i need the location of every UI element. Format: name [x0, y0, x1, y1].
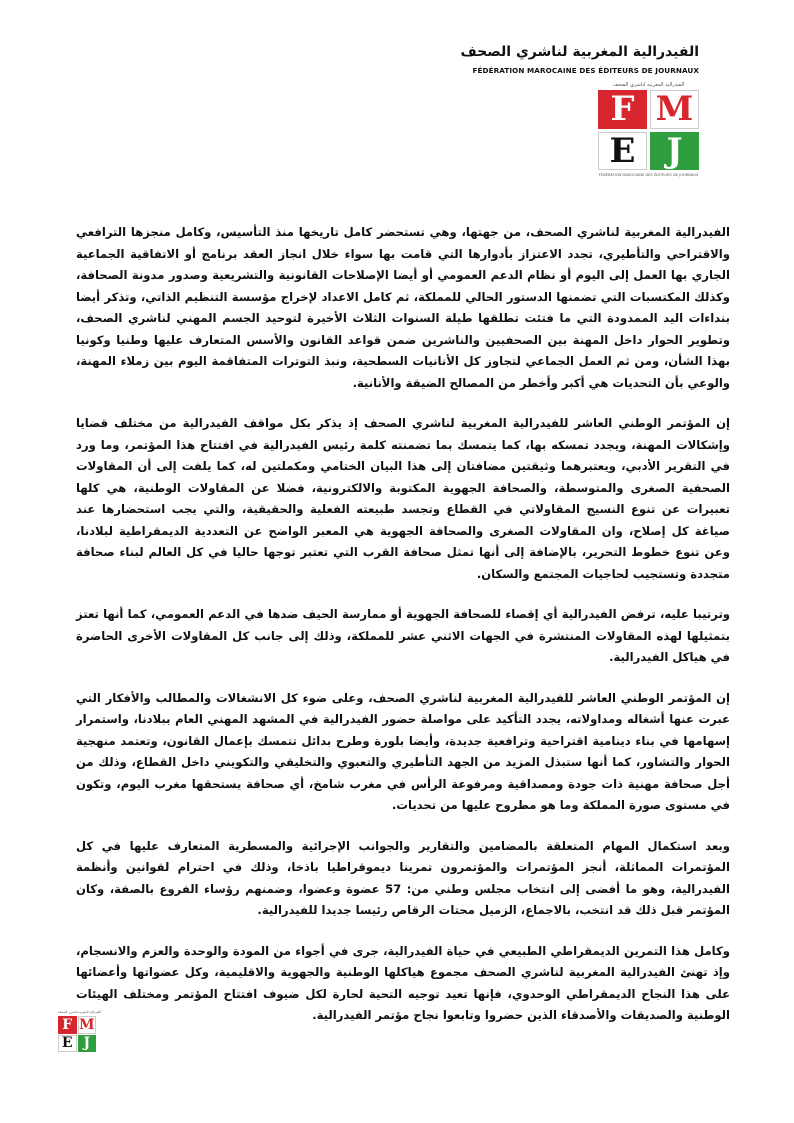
footer-logo-grid — [58, 1016, 96, 1052]
logo-letter-e: E — [598, 132, 647, 171]
statement-body — [76, 222, 730, 1046]
fmej-logo — [598, 81, 699, 177]
logo-caption-arabic: الفيدرالية المغربية لناشري الصحف — [612, 82, 685, 88]
paragraph-3: وترتيبا عليه، ترفض الفيدرالية أي إقصاء للصحافة الجهوية أو ممارسة الحيف ضدها في الدعم العمومي، كما أنها تعتز بتمثيلها لهذه المقاولات المنتشرة في الجهات الاثني عشر للمملكة، وذلك إلى جانب كل المقاولات الأخرى الحاضرة في هياكل الفيدرالية. — [76, 607, 730, 664]
paragraph-4: إن المؤتمر الوطني العاشر للفيدرالية المغربية لناشري الصحف، وعلى ضوء كل الانشغالات والمطالب والأفكار التي عبرت عنها أشغاله ومداولاته، يجدد التأكيد على مواصلة حضور الفيدرالية في المشهد المهني العام ببلادنا، واستمرار إسهامها في بناء دينامية اقتراحية وترافعية جديدة، وأيضا بلورة وطرح بدائل تتمسك بإعمال القانون، وتعتمد منهجية الحوار والتشاور، كما أنها ستبذل المزيد من الجهد التأطيري والتعبوي والتخليقي والتكويني داخل القطاع، وذلك من أجل صحافة مهنية ذات جودة ومصداقية ومرفوعة الرأس في مغرب شامخ، أي صحافة يستحقها مغرب اليوم، وتكون في مستوى صورة المملكة وما هو مطروح عليها من تحديات. — [76, 690, 730, 812]
footer-letter-m: M — [79, 1016, 95, 1033]
footer-letter-e: E — [58, 1035, 77, 1053]
paragraph-1: الفيدرالية المغربية لناشري الصحف، من جهتها، وهي تستحضر كامل تاريخها منذ التأسيس، وكامل منجزها الترافعي والاقتراحي والتأطيري، تجدد الاعتزاز بأدوارها التي قامت بها سواء خلال انجاز العقد برنامج أو الاتفاقية الجماعية الجاري بها العمل إلى اليوم أو نظام الدعم العمومي أو أيضا الإصلاحات القانونية والتشريعية وصدور مدونة الصحافة، وكذلك المكتسبات التي تضمنها الدستور الحالي للمملكة، ثم كامل الاعداد لإخراج مؤسسة التنظيم الذاتي، وتذكر أيضا بنداءات اليد الممدودة التي ما فتئت تطلقها طيلة السنوات الثلاث الأخيرة لتوحيد الجسم المهني لناشري الصحف، وتطوير الحوار داخل المهنة بين الصحفيين والناشرين ضمن قواعد القانون والأسس المتعارف عليها وطنيا وكونيا بهذا الشأن، ومن ثم العمل الجماعي لتجاوز كل الأنانيات السطحية، ونبذ التوترات المتفاقمة اليوم بين زملاء المهنة، والوعي بأن التحديات هي أكبر وأخطر من المصالح الضيقة والأنانية. — [76, 225, 730, 390]
logo-letter-j: J — [650, 132, 699, 171]
logo-letter-grid — [598, 90, 699, 170]
federation-name-arabic: الفيدرالية المغربية لناشري الصحف — [460, 44, 699, 60]
footer-letter-j: J — [78, 1035, 97, 1053]
letterhead — [0, 44, 794, 184]
logo-letter-f: F — [598, 90, 647, 129]
paragraph-2: إن المؤتمر الوطني العاشر للفيدرالية المغربية لناشري الصحف إذ يذكر بكل مواقف الفيدرالية من مختلف قضايا وإشكالات المهنة، ويجدد تمسكه بها، كما يتمسك بما تضمنته كلمة رئيس الفيدرالية في افتتاح هذا المؤتمر، وما ورد في التقرير الأدبي، ويعتبرهما وثيقتين مضافتان إلى هذا البيان الختامي ومكملتين له، كما يلفت إلى أن المقاولات الصحفية الصغرى والمتوسطة، والصحافة الجهوية المكتوبة والالكترونية، فضلا عن المقاولات الوطنية، هي كلها تعبيرات عن تنوع النسيج المقاولاتي في القطاع وتجسد طبيعته الفعلية والحقيقية، والتي يجب استحضارها عند صياغة كل إصلاح، وان المقاولات الصغرى والصحافة الجهوية هي المعبر الواضح عن التعددية الديمقراطية لبلادنا، وعن تنوع خطوط التحرير، بالإضافة إلى أنها تمثل صحافة القرب التي تعتبر توجها حاليا في كل العالم لبناء صحافة متجددة وتستجيب لحاجيات المجتمع والسكان. — [76, 416, 730, 581]
paragraph-5: وبعد استكمال المهام المتعلقة بالمضامين والتقارير والجوانب الإجرائية والمسطرية المتعارف عليها في كل المؤتمرات المماثلة، أنجز المؤتمرات والمؤتمرون تمرينا ديموقراطيا باذخا، وذلك في احترام لقوانين وأنظمة الفيدرالية، وهو ما أفضى إلى انتخاب مجلس وطني من: 57 عضوة وعضوا، وضمنهم رؤساء الفروع بالصفة، وكان المؤتمر قبل ذلك قد انتخب، بالاجماع، الزميل محتات الرقاص رئيسا جديدا للفيدرالية. — [76, 838, 730, 917]
footer-logo — [58, 1009, 101, 1052]
footer-logo-caption: الفيدرالية المغربية لناشري الصحف — [58, 1010, 101, 1014]
federation-name-french: FÉDÉRATION MAROCAINE DES ÉDITEURS DE JOURNAUX — [472, 66, 699, 75]
logo-letter-m: M — [650, 90, 699, 129]
logo-caption-french: FÉDÉRATION MAROCAINE DES ÉDITEURS DE JOURNAUX — [598, 173, 699, 177]
footer-letter-f: F — [58, 1016, 77, 1034]
paragraph-6: وكامل هذا التمرين الديمقراطي الطبيعي في حياة الفيدرالية، جرى في أجواء من المودة والوحدة والعزم والانسجام، وإذ تهنئ الفيدرالية المغربية لناشري الصحف مجموع هياكلها الوطنية والجهوية والاقليمية، وكل عضواتها وأعضائها على هذا النجاح الديمقراطي الوحدوي، فإنها تعيد توجيه التحية لحارة لكل ضيوف افتتاح المؤتمر ومختلف الهيئات الوطنية والصديقات والأصدقاء الذين حضروا وتابعوا نجاح مؤتمر الفيدرالية. — [76, 943, 730, 1022]
